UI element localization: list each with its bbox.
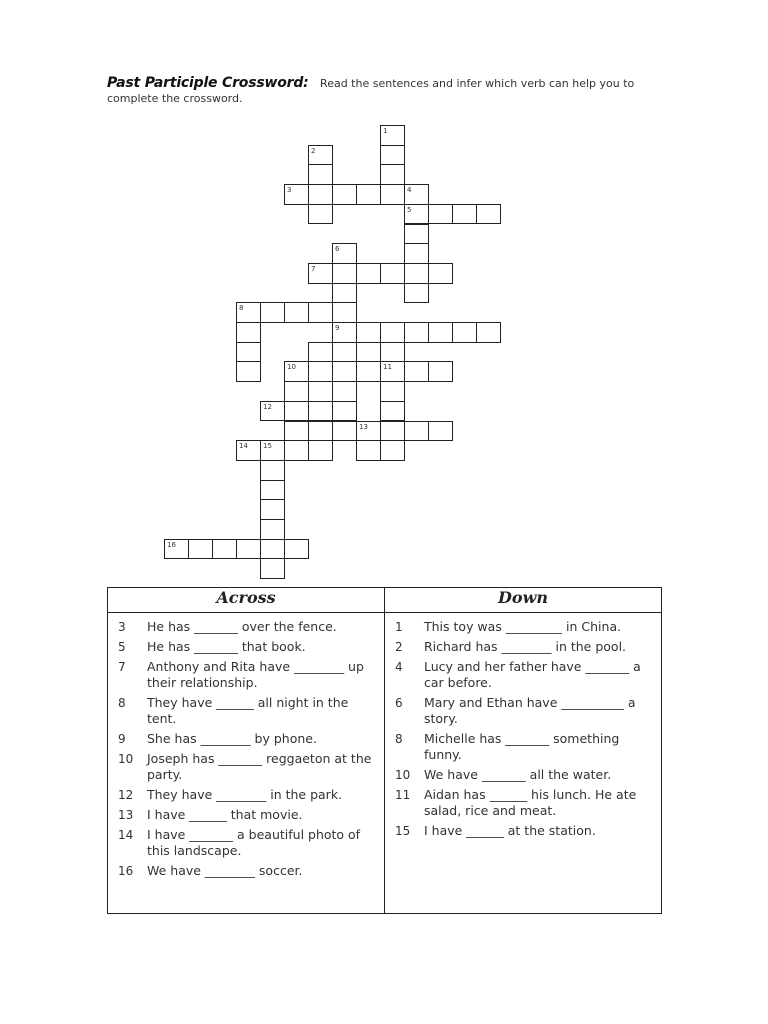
clue-text: We have _______ all the water. bbox=[424, 767, 612, 782]
clue-number: 10 bbox=[118, 752, 134, 766]
crossword-cell[interactable] bbox=[380, 145, 405, 166]
crossword-cell[interactable] bbox=[380, 440, 405, 461]
crossword-cell[interactable] bbox=[284, 302, 309, 323]
crossword-cell[interactable] bbox=[284, 539, 309, 560]
crossword-cell[interactable] bbox=[380, 401, 405, 422]
clue-number: 16 bbox=[118, 864, 134, 878]
cell-number: 8 bbox=[239, 304, 244, 313]
cell-number: 3 bbox=[287, 186, 292, 195]
crossword-cell[interactable] bbox=[284, 440, 309, 461]
across-clue bbox=[118, 639, 378, 655]
down-clue bbox=[395, 731, 655, 763]
crossword-cell[interactable] bbox=[404, 224, 429, 245]
cell-number: 15 bbox=[263, 442, 272, 451]
down-clue bbox=[395, 787, 655, 819]
crossword-cell[interactable] bbox=[308, 204, 333, 225]
clue-text: Joseph has _______ reggaeton at the party. bbox=[147, 751, 372, 782]
clue-text: Mary and Ethan have __________ a story. bbox=[424, 695, 636, 726]
crossword-cell[interactable] bbox=[260, 460, 285, 481]
crossword-cell[interactable] bbox=[380, 184, 405, 205]
crossword-cell[interactable] bbox=[308, 342, 333, 363]
clue-number: 8 bbox=[395, 732, 403, 746]
crossword-cell[interactable] bbox=[332, 342, 357, 363]
crossword-cell[interactable] bbox=[356, 184, 381, 205]
clue-number: 1 bbox=[395, 620, 403, 634]
cell-number: 4 bbox=[407, 186, 412, 195]
clue-number: 9 bbox=[118, 732, 126, 746]
cell-number: 7 bbox=[311, 264, 316, 273]
crossword-cell[interactable] bbox=[332, 361, 357, 382]
clue-text: They have ________ in the park. bbox=[147, 787, 343, 802]
clue-number: 7 bbox=[118, 660, 126, 674]
clue-number: 13 bbox=[118, 808, 134, 822]
down-clue bbox=[395, 659, 655, 691]
down-clue bbox=[395, 767, 655, 783]
across-clue bbox=[118, 731, 378, 747]
instructions: Read the sentences and infer which verb can help you to complete the crossword. bbox=[107, 77, 635, 105]
down-clue bbox=[395, 695, 655, 727]
cell-number: 10 bbox=[287, 363, 296, 372]
crossword-cell[interactable] bbox=[308, 401, 333, 422]
clue-text: We have ________ soccer. bbox=[147, 863, 303, 878]
clue-number: 2 bbox=[395, 640, 403, 654]
clue-text: They have ______ all night in the tent. bbox=[147, 695, 349, 726]
crossword-cell[interactable] bbox=[188, 539, 213, 560]
crossword-cell[interactable] bbox=[428, 322, 453, 343]
crossword-cell[interactable] bbox=[404, 283, 429, 304]
down-clue bbox=[395, 823, 655, 839]
crossword-cell[interactable] bbox=[428, 204, 453, 225]
crossword-cell[interactable] bbox=[404, 243, 429, 264]
crossword-cell[interactable] bbox=[260, 558, 285, 579]
crossword-cell[interactable] bbox=[260, 519, 285, 540]
cell-number: 1 bbox=[383, 127, 388, 135]
crossword-cell[interactable] bbox=[236, 342, 261, 363]
crossword-cell[interactable] bbox=[332, 283, 357, 304]
crossword-cell[interactable] bbox=[260, 539, 285, 560]
crossword-cell[interactable] bbox=[404, 361, 429, 382]
clue-number: 4 bbox=[395, 660, 403, 674]
clue-number: 8 bbox=[118, 696, 126, 710]
crossword-cell[interactable] bbox=[308, 361, 333, 382]
crossword-cell[interactable] bbox=[380, 381, 405, 402]
across-clue bbox=[118, 827, 378, 859]
crossword-cell[interactable] bbox=[236, 539, 261, 560]
crossword-cell[interactable] bbox=[284, 421, 309, 442]
cell-number: 9 bbox=[335, 324, 340, 332]
clue-text: Anthony and Rita have ________ up their relationship. bbox=[147, 659, 364, 690]
across-clue bbox=[118, 751, 378, 783]
across-clue bbox=[118, 807, 378, 823]
cell-number: 16 bbox=[167, 540, 176, 549]
cell-number: 5 bbox=[407, 205, 412, 214]
clue-text: He has _______ over the fence. bbox=[147, 619, 337, 634]
crossword-cell[interactable] bbox=[404, 322, 429, 343]
crossword-cell[interactable] bbox=[452, 204, 477, 225]
clue-number: 5 bbox=[118, 640, 126, 654]
crossword-cell[interactable] bbox=[380, 421, 405, 442]
page-title: Past Participle Crossword: bbox=[107, 75, 309, 91]
clue-text: I have ______ at the station. bbox=[424, 823, 596, 838]
crossword-cell[interactable] bbox=[308, 421, 333, 442]
crossword-cell[interactable] bbox=[260, 302, 285, 323]
across-clue-list bbox=[108, 619, 384, 879]
clue-number: 15 bbox=[395, 824, 411, 838]
crossword-cell[interactable] bbox=[308, 164, 333, 185]
cell-number: 13 bbox=[359, 422, 368, 431]
down-clue-list bbox=[385, 619, 661, 839]
cell-number: 12 bbox=[263, 402, 272, 411]
clue-number: 10 bbox=[395, 768, 411, 782]
crossword-cell[interactable] bbox=[332, 184, 357, 205]
crossword-cell[interactable] bbox=[236, 322, 261, 343]
crossword-cell[interactable] bbox=[380, 322, 405, 343]
crossword-cell[interactable] bbox=[332, 421, 357, 442]
clue-text: I have ______ that movie. bbox=[147, 807, 303, 822]
clue-text: Richard has ________ in the pool. bbox=[424, 639, 627, 654]
crossword-cell[interactable] bbox=[380, 342, 405, 363]
across-clue bbox=[118, 619, 378, 635]
clue-number: 3 bbox=[118, 620, 126, 634]
crossword-cell[interactable] bbox=[404, 421, 429, 442]
crossword-cell[interactable] bbox=[380, 164, 405, 185]
across-clue bbox=[118, 863, 378, 879]
clue-text: This toy was _________ in China. bbox=[424, 619, 622, 634]
clue-number: 12 bbox=[118, 788, 134, 802]
crossword-cell[interactable] bbox=[332, 263, 357, 284]
across-column bbox=[108, 613, 385, 914]
across-clue bbox=[118, 695, 378, 727]
down-clue bbox=[395, 639, 655, 655]
crossword-cell[interactable] bbox=[356, 440, 381, 461]
crossword-cell[interactable] bbox=[476, 204, 501, 225]
crossword-cell[interactable] bbox=[284, 381, 309, 402]
clue-number: 11 bbox=[395, 788, 411, 802]
crossword-cell[interactable] bbox=[212, 539, 237, 560]
across-clue bbox=[118, 659, 378, 691]
clue-text: He has _______ that book. bbox=[147, 639, 306, 654]
cell-number: 14 bbox=[239, 442, 248, 451]
crossword-cell[interactable] bbox=[428, 421, 453, 442]
crossword-cell[interactable] bbox=[356, 322, 381, 343]
crossword-cell[interactable] bbox=[428, 263, 453, 284]
crossword-cell[interactable] bbox=[260, 499, 285, 520]
clue-text: I have _______ a beautiful photo of this landscape. bbox=[147, 827, 361, 858]
crossword-cell[interactable] bbox=[428, 361, 453, 382]
down-clue bbox=[395, 619, 655, 635]
clue-text: Aidan has ______ his lunch. He ate salad, rice and meat. bbox=[424, 787, 637, 818]
across-clue bbox=[118, 787, 378, 803]
crossword-cell[interactable] bbox=[452, 322, 477, 343]
clues-table bbox=[107, 587, 662, 914]
crossword-cell[interactable] bbox=[356, 361, 381, 382]
crossword-cell[interactable] bbox=[308, 302, 333, 323]
crossword-cell[interactable] bbox=[356, 263, 381, 284]
clue-number: 14 bbox=[118, 828, 134, 842]
crossword-cell[interactable] bbox=[236, 361, 261, 382]
crossword-cell[interactable] bbox=[404, 263, 429, 284]
cell-number: 11 bbox=[383, 363, 392, 372]
cell-number: 6 bbox=[335, 245, 340, 254]
crossword-cell[interactable] bbox=[260, 480, 285, 501]
clue-number: 6 bbox=[395, 696, 403, 710]
down-header: Down bbox=[385, 588, 662, 613]
clue-text: Michelle has _______ something funny. bbox=[424, 731, 620, 762]
crossword-cell[interactable] bbox=[332, 381, 357, 402]
clue-text: Lucy and her father have _______ a car before. bbox=[424, 659, 641, 690]
crossword-cell[interactable] bbox=[476, 322, 501, 343]
crossword-cell[interactable] bbox=[332, 401, 357, 422]
across-header: Across bbox=[108, 588, 385, 613]
crossword-cell[interactable] bbox=[284, 401, 309, 422]
crossword-cell[interactable] bbox=[380, 263, 405, 284]
cell-number: 2 bbox=[311, 146, 316, 155]
clue-text: She has ________ by phone. bbox=[147, 731, 317, 746]
crossword-cell[interactable] bbox=[308, 440, 333, 461]
crossword-cell[interactable] bbox=[332, 302, 357, 323]
down-column bbox=[385, 613, 662, 914]
